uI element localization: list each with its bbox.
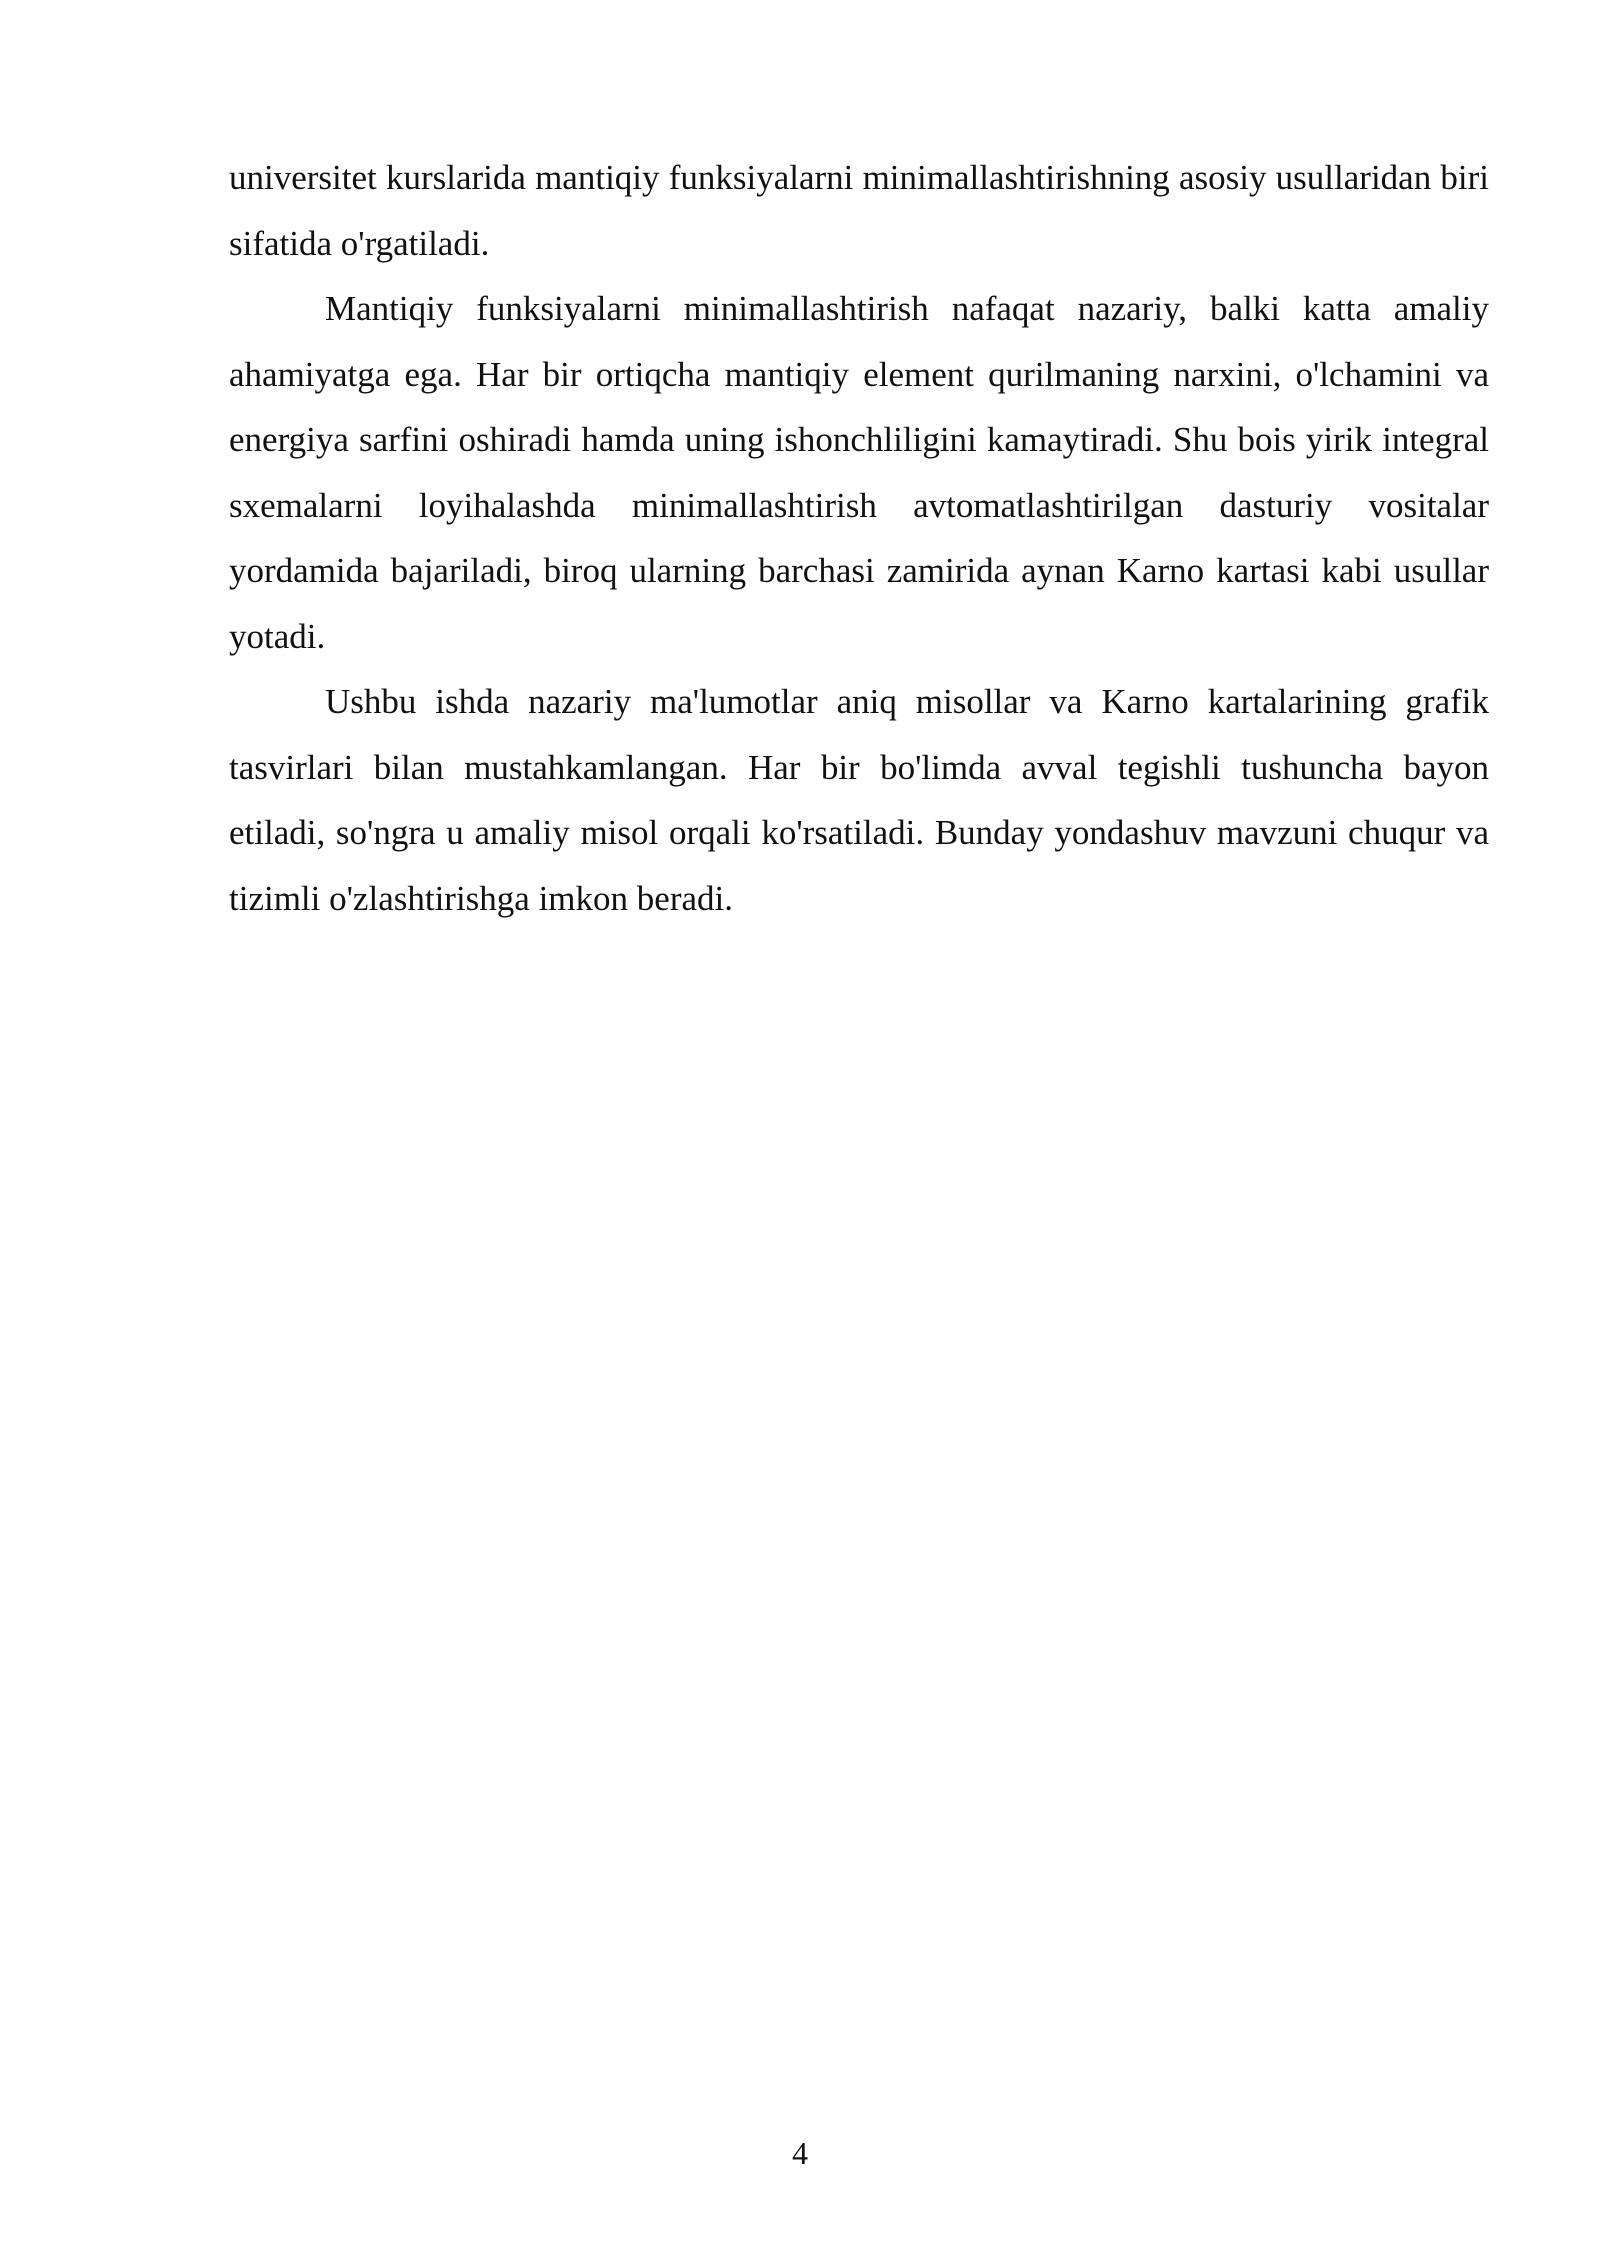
body-text	[229, 145, 1489, 931]
paragraph-minimization-importance: Mantiqiy funksiyalarni minimallashtirish nafaqat nazariy, balki katta amaliy ahamiyatga ega. Har bir ortiqcha mantiqiy element qurilmaning narxini, o'lchamini va energiya sarfini oshiradi hamda uning ishonchliligini kamaytiradi. Shu bois yirik integral sxemalarni loyihalashda minimallashtirish avtomatlashtirilgan dasturiy vositalar yordamida bajariladi, biroq ularning barchasi zamirida aynan Karno kartasi kabi usullar yotadi.	[229, 289, 1489, 656]
paragraph-work-overview: Ushbu ishda nazariy ma'lumotlar aniq misollar va Karno kartalarining grafik tasvirlari bilan mustahkamlangan. Har bir bo'limda avval tegishli tushuncha bayon etiladi, so'ngra u amaliy misol orqali ko'rsatiladi. Bunday yondashuv mavzuni chuqur va tizimli o'zlashtirishga imkon beradi.	[229, 682, 1489, 918]
page-number: 4	[792, 2135, 808, 2171]
paragraph-continued: universitet kurslarida mantiqiy funksiyalarni minimallashtirishning asosiy usullaridan biri sifatida o'rgatiladi.	[229, 158, 1489, 263]
